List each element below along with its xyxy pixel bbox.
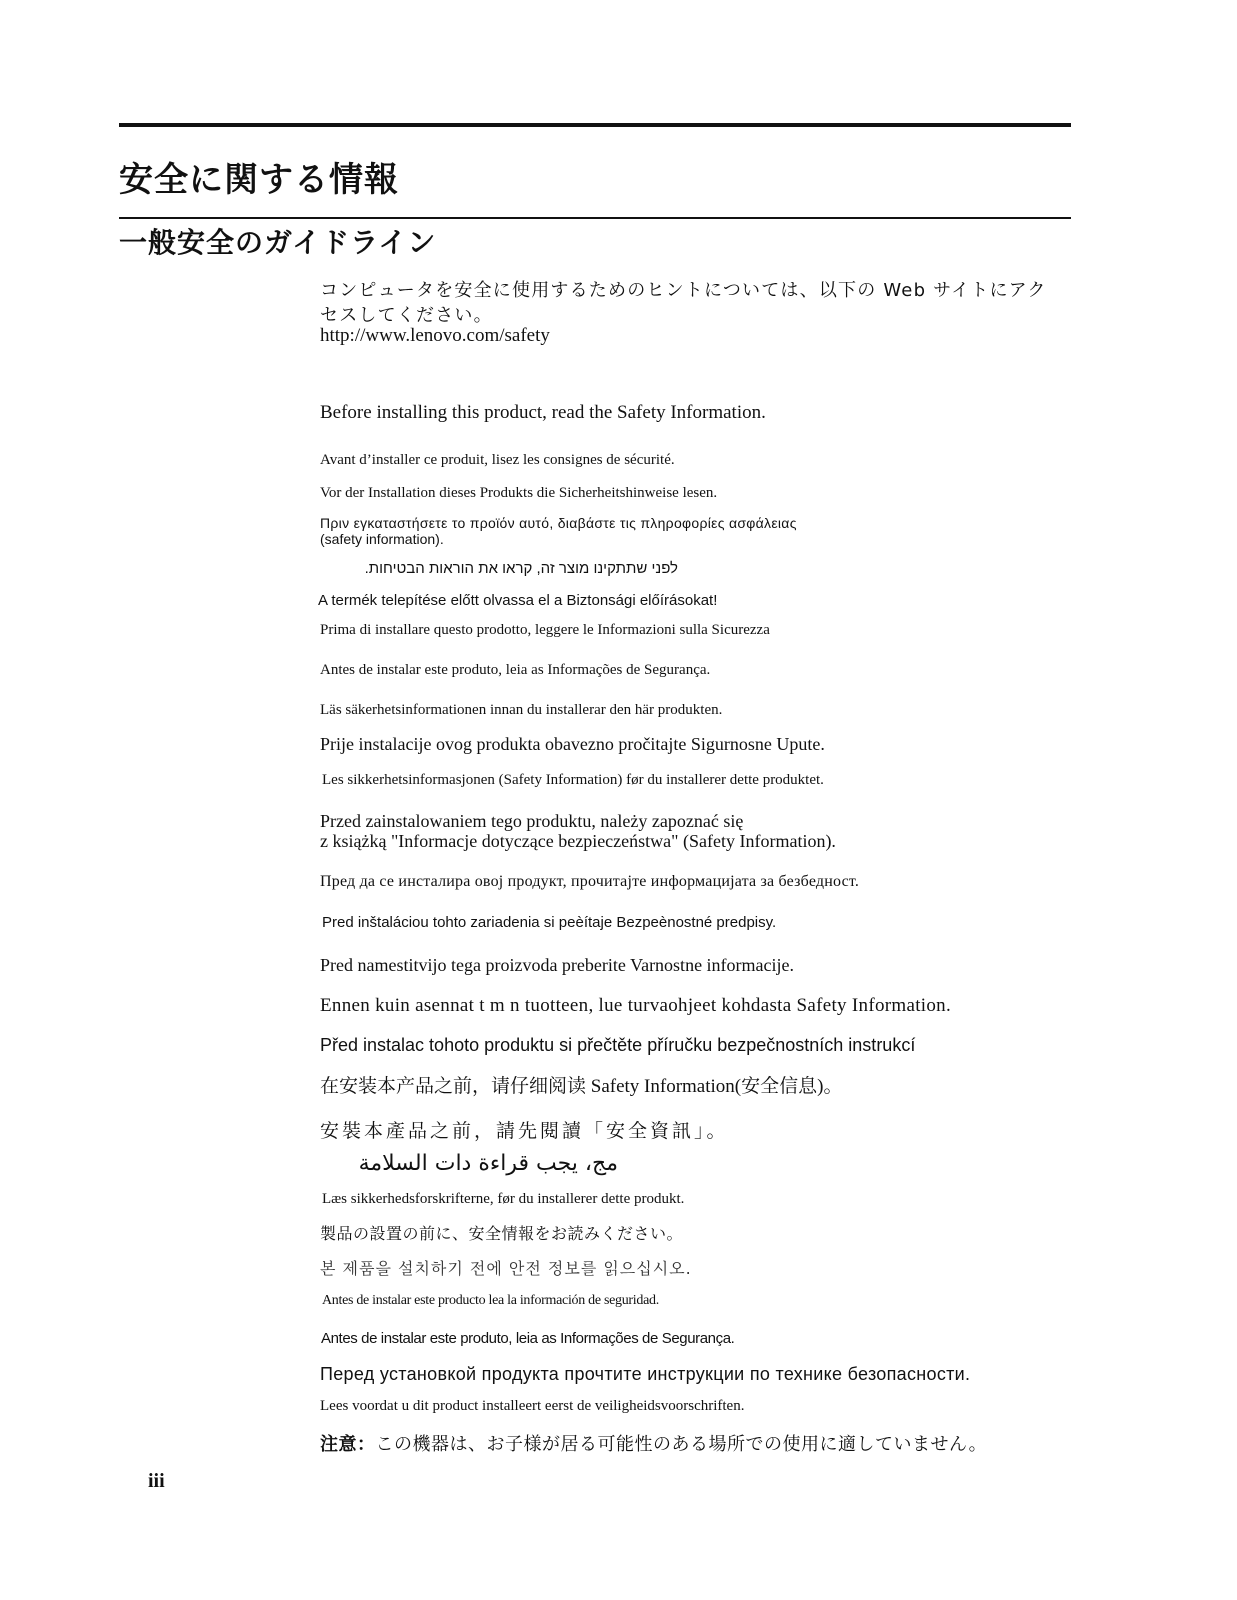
section-title: 一般安全のガイドライン [119, 226, 437, 259]
notice-spanish: Antes de instalar este producto lea la información de seguridad. [322, 1293, 659, 1308]
notice-danish: Læs sikkerhedsforskrifterne, før du installerer dette produkt. [322, 1191, 685, 1207]
page-title: 安全に関する情報 [119, 160, 399, 200]
section-rule [119, 217, 1071, 219]
notice-croatian: Prije instalacije ovog produkta obavezno pročitajte Sigurnosne Upute. [320, 734, 825, 754]
intro-paragraph [320, 278, 1080, 328]
notice-slovenian: Pred namestitvijo tega proizvoda preberite Varnostne informacije. [320, 955, 795, 975]
notice-portuguese-brazil: Antes de instalar este produto, leia as Informações de Segurança. [321, 1330, 735, 1347]
notice-polish-line-2: z książką "Informacje dotyczące bezpieczeństwa" (Safety Information). [320, 831, 836, 851]
notice-chinese-simplified: 在安装本产品之前，请仔细阅读 Safety Information(安全信息)。 [320, 1076, 843, 1097]
notice-swedish: Läs säkerhetsinformationen innan du installerar den här produkten. [320, 702, 723, 718]
notice-russian: Перед установкой продукта прочтите инструкции по технике безопасности. [320, 1364, 971, 1384]
notice-french: Avant d’installer ce produit, lisez les consignes de sécurité. [320, 452, 675, 468]
notice-hebrew: לפני שתתקינו מוצר זה, קראו את הוראות הבטיחות. [364, 560, 678, 577]
page-number: iii [148, 1470, 165, 1492]
notice-czech: Před instalac tohoto produktu si přečtěte příručku bezpečnostních instrukcí [320, 1035, 916, 1055]
notice-polish-line-1: Przed zainstalowaniem tego produktu, należy zapoznać się [320, 811, 744, 831]
notice-dutch: Lees voordat u dit product installeert eerst de veiligheidsvoorschriften. [320, 1398, 745, 1414]
intro-line-2: セスしてください。 [320, 305, 493, 326]
notice-german: Vor der Installation dieses Produkts die Sicherheitshinweise lesen. [320, 485, 718, 501]
notice-greek-line-2: (safety information). [320, 531, 444, 547]
notice-italian: Prima di installare questo prodotto, leggere le Informazioni sulla Sicurezza [320, 622, 770, 638]
notice-slovak: Pred inštaláciou tohto zariadenia si peèítaje Bezpeènostné predpisy. [322, 914, 777, 931]
notice-japanese: 製品の設置の前に、安全情報をお読みください。 [320, 1224, 684, 1243]
notice-norwegian: Les sikkerhetsinformasjonen (Safety Information) før du installerer dette produktet. [322, 772, 824, 788]
notice-greek-line-1: Πριν εγκαταστήσετε το προϊόν αυτό, διαβάστε τις πληροφορίες ασφάλειας [320, 515, 797, 531]
intro-line-1: コンピュータを安全に使用するためのヒントについては、以下の Web サイトにアク [320, 280, 1047, 301]
notice-serbian: Пред да се инсталира овој продукт, прочитајте информацијата за безбедност. [320, 873, 860, 890]
caution-text: この機器は、お子様が居る可能性のある場所での使用に適していません。 [375, 1434, 988, 1455]
safety-url-link[interactable]: http://www.lenovo.com/safety [320, 325, 550, 346]
caution-note [320, 1430, 987, 1456]
notice-chinese-traditional: 安裝本產品之前，請先閱讀「安全資訊」。 [320, 1121, 729, 1142]
notice-korean: 본 제품을 설치하기 전에 안전 정보를 읽으십시오. [320, 1259, 692, 1278]
notice-finnish: Ennen kuin asennat t m n tuotteen, lue turvaohjeet kohdasta Safety Information. [320, 995, 952, 1016]
caution-label: 注意： [320, 1434, 376, 1455]
notice-english: Before installing this product, read the Safety Information. [320, 402, 766, 423]
notice-hungarian: A termék telepítése előtt olvassa el a Biztonsági előírásokat! [318, 592, 718, 609]
notice-arabic: مج، يجب قراءة دات السلامة [358, 1151, 618, 1176]
top-rule [119, 123, 1071, 127]
notice-portuguese: Antes de instalar este produto, leia as Informações de Segurança. [320, 662, 711, 678]
